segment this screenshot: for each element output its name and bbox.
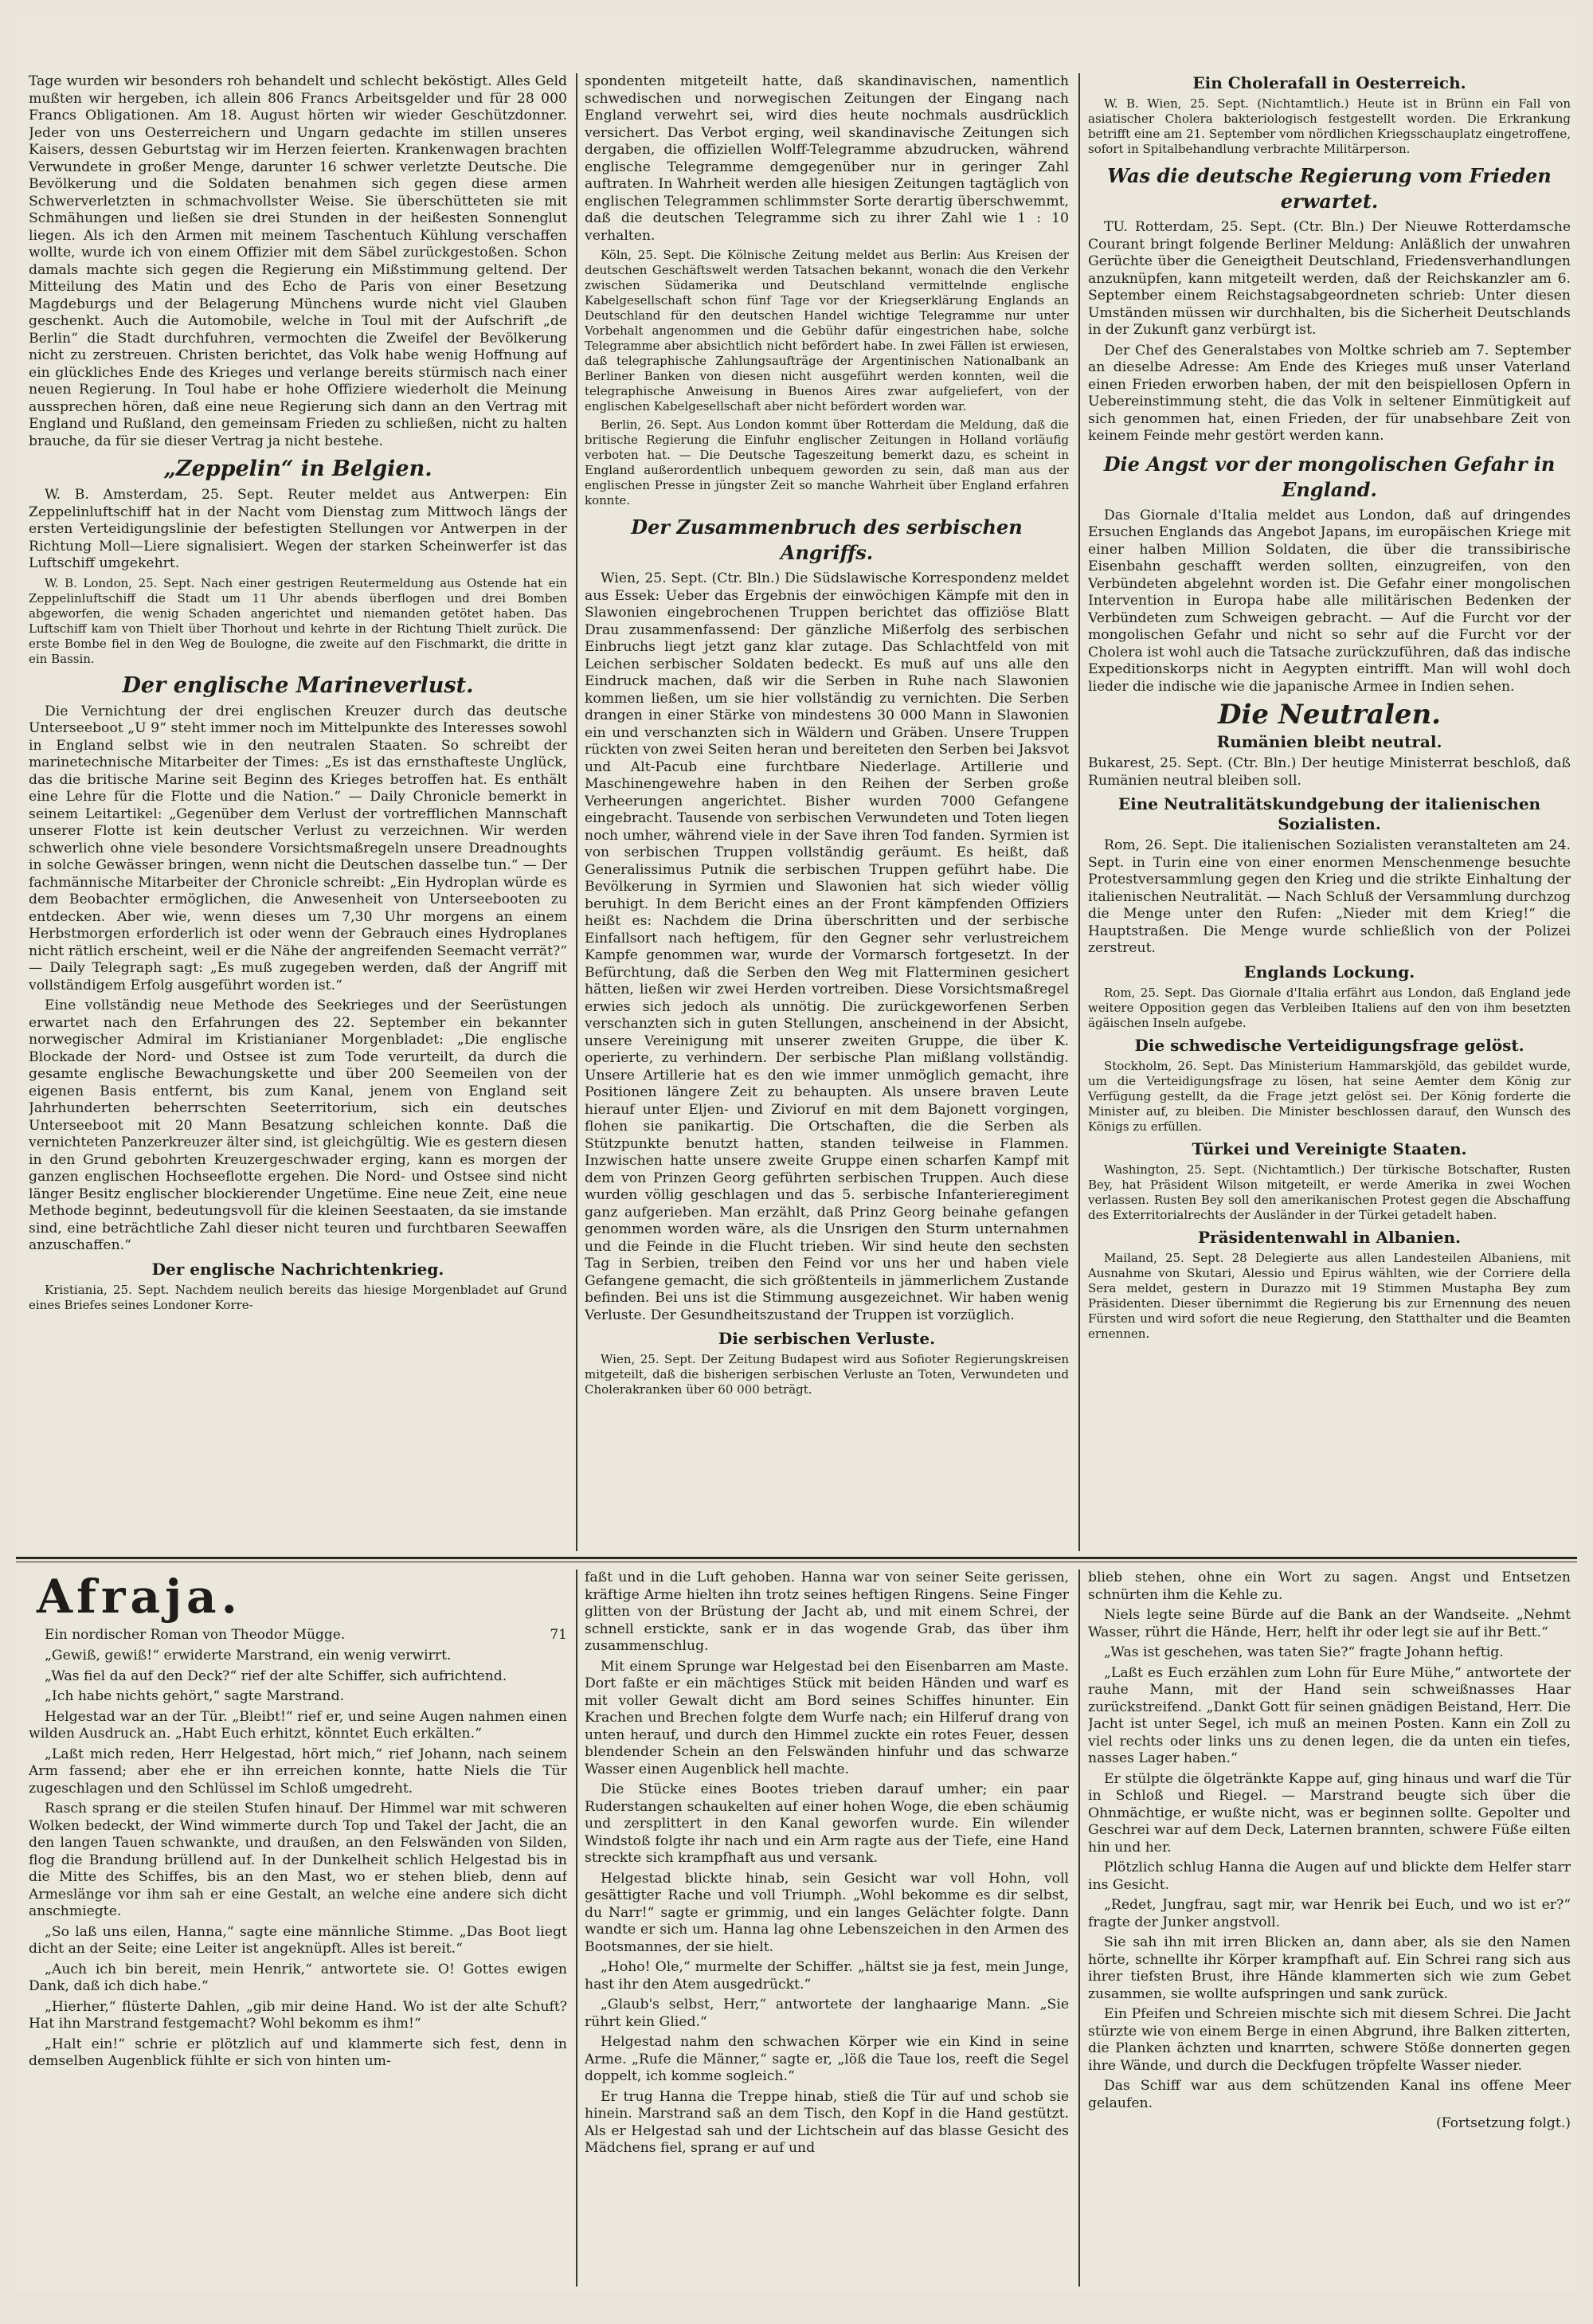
serial-paragraph: Niels legte seine Bürde auf die Bank an der Wandseite. „Nehmt Wasser, rührt die Hände, Herr, helft ihr oder legt sie auf ihr Bett.“ <box>1088 1607 1571 1640</box>
headline-marine-loss: Der englische Marineverlust. <box>122 672 474 698</box>
article-marine-loss-2: Eine vollständig neue Methode des Seekrieges und der Seerüstungen erwartet nach den Erfahrungen des 22. September ein bekannter norwegischer Admiral im Kristianianer Morgenbladet: „Die englische Blockade der Nord- und Ostsee ist zum Tode verurteilt, da durch die gesamte englische Bewachungskette und über 200 Seemeilen von der eigenen Basis entfernt, bis zum Kanal, jenem von England seit Jahrhunderten beherrschten Seeterritorium, sich ein deutsches Unterseeboot mit 20 Mann Besatzung schleichen konnte. Daß die vernichteten Panzerkreuzer älter sind, ist gleichgültig. Wie es gestern diesen in den Grund gebohrten Kreuzergeschwader erging, kann es morgen der ganzen englischen Hochseeflotte ergehen. Die Nord- und Ostsee sind nicht länger Besitz englischer blockierender Ungetüme. Eine neue Zeit, eine neue Methode beginnt, bedeutungsvoll für die kleinen Seestaaten, da sie imstande sind, eine beträchtliche Zahl dieser nicht teuren und furchtbaren Seewaffen anzuschaffen.“ <box>29 997 567 1253</box>
dispatch-london: W. B. London, 25. Sept. Nach einer gestrigen Reutermeldung aus Ostende hat ein Zeppelinluftschiff die Stadt um 11 Uhr abends überflogen und drei Bomben abgeworfen, die wenig Schaden angerichtet und niemanden getötet haben. Das Luftschiff kam von Thielt über Thorhout und kehrte in der Richtung Thielt zurück. Die erste Bombe fiel in den Weg de Boulogne, die zweite auf den Fischmarkt, die dritte in ein Bassin. <box>29 575 567 666</box>
serial-paragraph: „Laßt mich reden, Herr Helgestad, hört mich,“ rief Johann, nach seinem Arm fassend; aber ehe er ihn erreichen konnte, hatte Niels die Tür zugeschlagen und den Schlüssel im Schloß umgedreht. <box>29 1746 567 1797</box>
dispatch-rom-socialists: Rom, 26. Sept. Die italienischen Sozialisten veranstalteten am 24. Sept. in Turin eine von einer enormen Menschenmenge besuchte Protestversammlung gegen den Krieg und die strikte Einhaltung der italienischen Neutralität. — Nach Schluß der Versammlung durchzog die Menge unter den Rufen: „Nieder mit dem Krieg!“ die Hauptstraßen. Die Menge wurde schließlich von der Polizei zerstreut. <box>1088 837 1571 956</box>
headline-peace: Was die deutsche Regierung vom Frieden erwartet. <box>1107 164 1552 213</box>
serial-number: 71 <box>550 1627 567 1643</box>
dispatch-wien-losses: Wien, 25. Sept. Der Zeitung Budapest wird aus Sofioter Regierungskreisen mitgeteilt, daß die bisherigen serbischen Verluste an Toten, Verwundeten und Cholerakranken über 60 000 beträgt. <box>585 1352 1069 1397</box>
dispatch-washington: Washington, 25. Sept. (Nichtamtlich.) Der türkische Botschafter, Rusten Bey, hat Präsident Wilson mitgeteilt, er werde Amerika in zwei Wochen verlassen. Rusten Bey soll den amerikanischen Protest gegen die Abschaffung des Exterritorialrechts der Ausländer in der Türkei getadelt haben. <box>1088 1162 1571 1222</box>
column-1 <box>29 73 567 1551</box>
dispatch-amsterdam: W. B. Amsterdam, 25. Sept. Reuter meldet aus Antwerpen: Ein Zeppelinluftschiff hat in der Nacht vom Dienstag zum Mittwoch längs der ersten Verteidigungslinie der befestigten Stellungen vor Antwerpen in der Richtung Moll—Liere signalisiert. Wegen der starken Scheinwerfer ist das Luftschiff umgekehrt. <box>29 487 567 571</box>
serial-subtitle-row <box>45 1627 567 1643</box>
headline-turkey-usa: Türkei und Vereinigte Staaten. <box>1192 1138 1467 1158</box>
headline-news-war: Der englische Nachrichtenkrieg. <box>151 1259 444 1279</box>
headline-italian-socialists: Eine Neutralitätskundgebung der italienischen Sozialisten. <box>1117 794 1541 833</box>
headline-swedish-defense: Die schwedische Verteidigungsfrage gelöst. <box>1134 1035 1525 1055</box>
serial-paragraph: „Ich habe nichts gehört,“ sagte Marstrand. <box>45 1688 345 1704</box>
column-3 <box>1088 73 1571 1551</box>
serial-paragraph: Das Schiff war aus dem schützenden Kanal ins offene Meer gelaufen. <box>1088 2078 1571 2111</box>
serial-paragraph: Er stülpte die ölgetränkte Kappe auf, ging hinaus und warf die Tür in Schloß und Riegel. — Marstrand beugte sich über die Ohnmächtige, er wußte nicht, was er beginnen sollte. Gepolter und Geschrei war auf dem Deck, Laternen brannten, schwere Füße eilten hin und her. <box>1088 1770 1571 1856</box>
serial-paragraph: Helgestad nahm den schwachen Körper wie ein Kind in seine Arme. „Rufe die Männer,“ sagte er, „löß die Taue los, reeft die Segel doppelt, ich komme sogleich.“ <box>585 2034 1069 2084</box>
column-2 <box>585 73 1069 1551</box>
serial-continued: (Fortsetzung folgt.) <box>1435 2115 1571 2131</box>
serial-text-2 <box>585 1570 1069 2157</box>
serial-paragraph: „Gewiß, gewiß!“ erwiderte Marstrand, ein wenig verwirrt. <box>45 1648 452 1664</box>
serial-column-3 <box>1088 1570 1571 2287</box>
serial-paragraph: faßt und in die Luft gehoben. Hanna war von seiner Seite gerissen, kräftige Arme hielten ihn trotz seines heftigen Ringens. Seine Finger glitten von der Brüstung der Jacht ab, und mit einem Schrei, der schnell erstickte, sank er in das wogende Grab, das über ihm zusammenschlug. <box>585 1570 1069 1654</box>
dispatch-rom-lure: Rom, 25. Sept. Das Giornale d'Italia erfährt aus London, daß England jede weitere Opposition gegen das Verbleiben Italiens auf den von ihm besetzten ägäischen Inseln aufgebe. <box>1088 985 1571 1030</box>
serial-column-2 <box>585 1570 1069 2287</box>
serial-paragraph: blieb stehen, ohne ein Wort zu sagen. Angst und Entsetzen schnürten ihm die Kehle zu. <box>1088 1570 1571 1603</box>
article-peace: TU. Rotterdam, 25. Sept. (Ctr. Bln.) Der Nieuwe Rotterdamsche Courant bringt folgende Berliner Meldung: Anläßlich der unwahren Gerüchte über die Geneigtheit Deutschland, Friedensverhandlungen anzuknüpfen, kann mitgeteilt werden, daß der Reichskanzler am 6. September einem Reichstagsabgeordneten schrieb: Unter diesen Umständen müssen wir durchhalten, bis die Sicherheit Deutschlands in der Zukunft ganz verbürgt ist. <box>1088 219 1571 338</box>
serial-paragraph: „Laßt es Euch erzählen zum Lohn für Eure Mühe,“ antwortete der rauhe Mann, mit der Hand sein schweißnasses Haar zurückstreifend. „Dankt Gott für seinen gnädigen Beistand, Herr. Die Jacht ist unter Segel, ich muß an meinen Posten. Kann ein Zoll zu viel rechts oder links uns zu denen legen, die da unten ein tiefes, nasses Lager haben.“ <box>1088 1664 1571 1766</box>
headline-neutrals: Die Neutralen. <box>1217 699 1442 731</box>
serial-paragraph: Die Stücke eines Bootes trieben darauf umher; ein paar Ruderstangen schaukelten auf einer hohen Woge, die eben schäumig und zersplittert in den Kanal geworfen wurde. Ein wilender Windstoß folgte ihr nach und ein Arm ragte aus der Tiefe, eine Hand streckte sich krampfhaft aus und versank. <box>585 1781 1069 1866</box>
dispatch-stockholm: Stockholm, 26. Sept. Das Ministerium Hammarskjöld, das gebildet wurde, um die Verteidigungsfrage zu lösen, hat seine Aemter dem König zur Verfügung gestellt, da die Frage jetzt gelöst sei. Der König forderte die Minister auf, zu bleiben. Die Minister beschlossen darauf, den Wunsch des Königs zu erfüllen. <box>1088 1058 1571 1134</box>
serial-paragraph: „Halt ein!“ schrie er plötzlich auf und klammerte sich fest, denn in demselben Augenblick fühlte er sich von hinten um- <box>29 2036 567 2069</box>
serial-paragraph: Helgestad war an der Tür. „Bleibt!“ rief er, und seine Augen nahmen einen wilden Ausdruck an. „Habt Euch erhitzt, könntet Euch erkälten.“ <box>29 1708 567 1742</box>
column-rule-2 <box>1078 73 1080 1551</box>
serial-subtitle: Ein nordischer Roman von Theodor Mügge. <box>45 1627 346 1643</box>
headline-serbian-collapse: Der Zusammenbruch des serbischen Angriffs. <box>631 515 1023 564</box>
serial-paragraph: „Redet, Jungfrau, sagt mir, war Henrik bei Euch, und wo ist er?“ fragte der Junker angstvoll. <box>1088 1897 1571 1930</box>
serial-paragraph: Rasch sprang er die steilen Stufen hinauf. Der Himmel war mit schweren Wolken bedeckt, der Wind wimmerte durch Top und Takel der Jacht, die an den langen Tauen schwankte, und draußen, an den Felswänden von Silden, flog die Brandung brüllend auf. In der Dunkelheit schlich Helgestad bis in die Mitte des Schiffes, bis an den Mast, wo er stehen blieb, denn auf Armeslänge vor ihm sah er eine Gestalt, an welche eine andere sich dicht anschmiegte. <box>29 1801 567 1919</box>
serial-paragraph: „Auch ich bin bereit, mein Henrik,“ antwortete sie. O! Gottes ewigen Dank, daß ich dich habe.“ <box>29 1961 567 1994</box>
dispatch-kristiania: Kristiania, 25. Sept. Nachdem neulich bereits das hiesige Morgenbladet auf Grund eines Briefes seines Londoner Korre- <box>29 1282 567 1312</box>
headline-mongol-fear: Die Angst vor der mongolischen Gefahr in England. <box>1103 452 1556 501</box>
headline-albania: Präsidentenwahl in Albanien. <box>1198 1227 1461 1247</box>
serial-paragraph: „Was fiel da auf den Deck?“ rief der alte Schiffer, sich aufrichtend. <box>45 1668 507 1684</box>
headline-england-lure: Englands Lockung. <box>1243 962 1415 982</box>
serial-paragraph: Plötzlich schlug Hanna die Augen auf und blickte dem Helfer starr ins Gesicht. <box>1088 1860 1571 1893</box>
serial-text-1 <box>29 1648 567 2071</box>
article-news-war-cont: spondenten mitgeteilt hatte, daß skandinavischen, namentlich schwedischen und norwegischen Zeitungen der Eingang nach England verwehrt sei, wird dies heute nochmals ausdrücklich versichert. Das Verbot erging, weil skandinavische Zeitungen sich dergaben, die offiziellen Wolff-Telegramme abzudrucken, während englische Telegramme demgegenüber nur in geringer Zahl auftraten. In Wahrheit werden alle hiesigen Zeitungen tagtäglich von englischen Telegrammen schlimmster Sorte derartig überschwemmt, daß die deutschen Telegramme sich zu ihrer Zahl wie 1 : 10 verhalten. <box>585 73 1069 244</box>
serial-paragraph: „Hierher,“ flüsterte Dahlen, „gib mir deine Hand. Wo ist der alte Schuft? Hat ihn Marstrand festgemacht? Wohl bekomm es ihm!“ <box>29 1998 567 2032</box>
column-rule-1 <box>576 73 577 1551</box>
serial-paragraph: „Was ist geschehen, was taten Sie?“ fragte Johann heftig. <box>1104 1644 1504 1660</box>
serial-column-1 <box>29 1570 567 2287</box>
headline-romania: Rumänien bleibt neutral. <box>1216 732 1442 751</box>
serial-paragraph: „So laß uns eilen, Hanna,“ sagte eine männliche Stimme. „Das Boot liegt dicht an der Seite; eine Leiter ist angeknüpft. Alles ist bereit.“ <box>29 1923 567 1957</box>
article-serbian-collapse: Wien, 25. Sept. (Ctr. Bln.) Die Südslawische Korrespondenz meldet aus Essek: Ueber das Ergebnis der einwöchigen Kämpfe mit den in Slawonien eingebrochenen Truppen berichtet das offiziöse Blatt Drau zusammenfassend: Der gänzliche Mißerfolg des serbischen Einbruchs liegt jetzt ganz klar zutage. Das Schlachtfeld von mit Leichen serbischer Soldaten bedeckt. Es muß auf uns alle den Eindruck machen, daß wir die Serben in Ruhe nach Slawonien kommen ließen, um sie hier vollständig zu vernichten. Die Serben drangen in einer Stärke von mindestens 30 000 Mann in Slawonien ein und verschanzten sich in Wäldern und Gräben. Unsere Truppen rückten von zwei Seiten heran und bereiteten den Serben bei Jaksvot und Alt-Pacub eine furchtbare Niederlage. Artillerie und Maschinengewehre haben in den Reihen der Serben große Verheerungen angerichtet. Bisher wurden 7000 Gefangene eingebracht. Tausende von serbischen Verwundeten und Toten liegen noch umher, während viele in der Save ihren Tod fanden. Syrmien ist von serbischen Truppen vollständig geräumt. Es heißt, daß Generalissimus Putnik die serbischen Truppen geführt habe. Die Bevölkerung in Syrmien und Slawonien hat sich wieder völlig beruhigt. In dem Bericht eines an der Front kämpfenden Offiziers heißt es: Nachdem die Drina überschritten und der serbische Einfallsort nach heftigem, für den Gegner sehr verlustreichem Kampfe genommen war, wurde der Vormarsch fortgesetzt. In der Befürchtung, daß die Serben den Weg mit Flatterminen gesichert hätten, ließen wir zwei Herden vortreiben. Diese Vorsichtsmaßregel erwies sich jedoch als unnötig. Die zurückgeworfenen Serben verschanzten sich in guten Stellungen, anscheinend in der Absicht, unsere Vereinigung mit unserer zweiten Gruppe, die über K. operierte, zu verhindern. Der serbische Plan mißlang vollständig. Unsere Artillerie hat es den wie immer unmöglich gemacht, ihre Positionen längere Zeit zu behaupten. Als unsere braven Leute hierauf unter Eljen- und Zivioruf en mit dem Bajonett vorgingen, flohen sie panikartig. Die Ortschaften, die die Serben als Stützpunkte benutzt hatten, standen teilweise in Flammen. Inzwischen hatte unsere zweite Gruppe einen scharfen Kampf mit dem von Prinzen Georg geführten serbischen Truppen. Auch diese wurden völlig geschlagen und das 5. serbische Infanterieregiment ganz aufgerieben. Man erzählt, daß Prinz Georg beinahe gefangen genommen worden wäre, als die Unsrigen den Sturm unternahmen und die Feinde in die Flucht trieben. Wir sind heute den sechsten Tag in Serbien, treiben den Feind vor uns her und haben viele Gefangene gemacht, die sich größtenteils in jämmerlichem Zustande befinden. Bei uns ist die Stimmung ausgezeichnet. Wir haben wenig Verluste. Der Gesundheitszustand der Truppen ist vorzüglich. <box>585 570 1069 1323</box>
dispatch-berlin: Berlin, 26. Sept. Aus London kommt über Rotterdam die Meldung, daß die britische Regierung die Einfuhr englischer Zeitungen in Holland vorläufig verboten hat. — Die Deutsche Tageszeitung bemerkt dazu, es scheint in England außerordentlich unbequem geworden zu sein, daß man aus der englischen Presse in jüngster Zeit so manche Wahrheit über England erfahren konnte. <box>585 417 1069 508</box>
dispatch-bukarest: Bukarest, 25. Sept. (Ctr. Bln.) Der heutige Ministerrat beschloß, daß Rumänien neutral bleiben soll. <box>1088 755 1571 789</box>
article-marine-loss: Die Vernichtung der drei englischen Kreuzer durch das deutsche Unterseeboot „U 9“ steht immer noch im Mittelpunkte des Interesses sowohl in England selbst wie in den neutralen Staaten. So schreibt der marinetechnische Mitarbeiter der Times: „Es ist das ernsthafteste Unglück, das die britische Marine seit Beginn des Krieges betroffen hat. Es enthält eine Lehre für die Flotte und die Nation.“ — Daily Chronicle bemerkt in seinem Leitartikel: „Gegenüber dem Verlust der vortrefflichen Mannschaft unserer Flotte ist kein deutscher Verlust zu verzeichnen. Wir werden schwerlich ohne viele besondere Vorsichtsmaßregeln unsere Dreadnoughts in solche Gewässer bringen, wenn nicht die Deutschen dasselbe tun.“ — Der fachmännische Mitarbeiter der Chronicle schreibt: „Ein Hydroplan würde es dem Beobachter ermöglichen, die Anwesenheit von Unterseebooten zu entdecken. Aber wie, wenn dieses um 7,30 Uhr morgens an einem Herbstmorgen erforderlich ist oder wenn der Gebrauch eines Hydroplanes nicht rätlich erscheint, weil er die Nähe der angreifenden Seemacht verrät?“ — Daily Telegraph sagt: „Es muß zugegeben werden, daß der Angriff mit vollständigem Erfolg ausgeführt worden ist.“ <box>29 703 567 993</box>
headline-cholera: Ein Cholerafall in Oesterreich. <box>1192 73 1466 92</box>
serial-title: Afraja. <box>37 1570 242 1624</box>
headline-serbian-losses: Die serbischen Verluste. <box>718 1329 936 1348</box>
dispatch-cholera: W. B. Wien, 25. Sept. (Nichtamtlich.) Heute ist in Brünn ein Fall von asiatischer Cholera bakteriologisch festgestellt worden. Die Erkrankung betrifft eine am 21. September vom nördlichen Kriegsschauplatz eingetroffene, sofort in Spitalbehandlung verbrachte Militärperson. <box>1088 96 1571 156</box>
headline-zeppelin-belgium: „Zeppelin“ in Belgien. <box>163 457 432 481</box>
newspaper-page <box>16 16 1577 2292</box>
dispatch-koeln: Köln, 25. Sept. Die Kölnische Zeitung meldet aus Berlin: Aus Kreisen der deutschen Geschäftswelt werden Tatsachen bekannt, wonach die den Verkehr zwischen Südamerika und Deutschland vermittelnde englische Kabelgesellschaft schon fünf Tage vor der Kriegserklärung Englands an Deutschland für den deutschen Handel wichtige Telegramme nur unter Vorbehalt angenommen und die Gebühr dafür eingestrichen habe, solche Telegramme aber absichtlich nicht befördert habe. In zwei Fällen ist erwiesen, daß telegraphische Zahlungsaufträge der Argentinischen Nationalbank an Berliner Banken von diesen nicht ausgeführt werden konnten, weil die telegraphische Anweisung in Buenos Aires zwar aufgeliefert, von der englischen Kabelgesellschaft aber nicht befördert worden war. <box>585 248 1069 413</box>
serial-paragraph: „Glaub's selbst, Herr,“ antwortete der langhaarige Mann. „Sie rührt kein Glied.“ <box>585 1997 1069 2030</box>
serial-paragraph: Mit einem Sprunge war Helgestad bei den Eisenbarren am Maste. Dort faßte er ein mächtiges Stück mit beiden Händen und warf es mit voller Gewalt dicht am Bord seines Schiffes hinunter. Ein Krachen und Brechen folgte dem Wurfe nach; ein Hilferuf drang von unten herauf, und durch den Himmel zuckte ein rotes Feuer, dessen blendender Schein an den Felswänden hinfuhr und das schwarze Wasser einen Augenblick hell machte. <box>585 1658 1069 1777</box>
serial-paragraph: Ein Pfeifen und Schreien mischte sich mit diesem Schrei. Die Jacht stürzte wie von einem Berge in einen Abgrund, ihre Balken zitterten, die Planken ächzten und knarrten, schwere Stöße donnerten gegen ihre Wände, und durch die Deckfugen tröpfelte Wasser nieder. <box>1088 2006 1571 2074</box>
serial-rule-2 <box>1078 1570 1080 2287</box>
dispatch-mailand: Mailand, 25. Sept. 28 Delegierte aus allen Landesteilen Albaniens, mit Ausnahme von Skutari, Alessio und Epirus wählten, wie der Corriere della Sera meldet, gestern in Durazzo mit 19 Stimmen Mustapha Bey zum Präsidenten. Dieser übernimmt die Regierung bis zur Ernennung des neuen Fürsten und wird sofort die neue Regierung, den Statthalter und die Beamten ernennen. <box>1088 1250 1571 1341</box>
serial-paragraph: Helgestad blickte hinab, sein Gesicht war voll Hohn, voll gesättigter Rache und voll Triumph. „Wohl bekomme es dir selbst, du Narr!“ sagte er grimmig, und ein langes Gelächter folgte. Dann wandte er sich um. Hanna lag ohne Lebenszeichen in den Armen des Bootsmannes, der sie hielt. <box>585 1870 1069 1955</box>
article-peace-2: Der Chef des Generalstabes von Moltke schrieb am 7. September an dieselbe Adresse: Am Ende des Krieges muß unser Vaterland einen Frieden erworben haben, der mit den beispiellosen Opfern in Uebereinstimmung steht, die das Volk in seltener Einmütigkeit auf sich genommen hat, einen Frieden, der für unabsehbare Zeit von keinem Feinde mehr gestört werden kann. <box>1088 342 1571 444</box>
serial-paragraph: „Hoho! Ole,“ murmelte der Schiffer. „hältst sie ja fest, mein Junge, hast ihr den Atem ausgedrückt.“ <box>585 1959 1069 1993</box>
serial-rule-1 <box>576 1570 577 2287</box>
article-mongol-fear: Das Giornale d'Italia meldet aus London, daß auf dringendes Ersuchen Englands das Angebot Japans, im europäischen Kriege mit einer halben Million Soldaten, die über die transsibirische Eisenbahn geschafft werden sollten, einzugreifen, von den Verbündeten abgelehnt worden ist. Die Gefahr einer mongolischen Intervention in Europa habe alle militärischen Bedenken der Verbündeten zum Schweigen gebracht. — Auf die Furcht vor der mongolischen Gefahr und nicht so sehr auf die Furcht vor der Cholera ist wohl auch die Tatsache zurückzuführen, daß das indische Expeditionskorps nicht in Aegypten eintrifft. Man will wohl doch lieder die indische wie die japanische Armee in Indien sehen. <box>1088 507 1571 695</box>
serial-separator <box>16 1557 1577 1559</box>
serial-paragraph: Sie sah ihn mit irren Blicken an, dann aber, als sie den Namen hörte, schnellte ihr Körper krampfhaft auf. Ein Schrei rang sich aus ihrer tiefsten Brust, ihre Hände klammerten sich wie zum Gebet zusammen, sie wollte aufspringen und sank zurück. <box>1088 1934 1571 2002</box>
serial-text-3 <box>1088 1570 1571 2112</box>
article-prisoner-report: Tage wurden wir besonders roh behandelt und schlecht beköstigt. Alles Geld mußten wir hergeben, ich allein 806 Francs Arbeitsgelder und für 28 000 Francs Obligationen. Am 18. August hörten wir wieder Geschützdonner. Jeder von uns Oesterreichern und Ungarn gedachte im stillen unseres Kaisers, dessen Geburtstag wir im Herzen feierten. Krankenwagen brachten Verwundete in großer Menge, darunter 16 schwer verletzte Deutsche. Die Bevölkerung und die Soldaten benahmen sich gegen diese armen Schwerverletzten in schmachvollster Weise. Sie überschütteten sie mit Schmähungen und ließen sie drei Stunden in der heißesten Sonnenglut liegen. Als ich den Armen mit meinem Taschentuch Kühlung verschaffen wollte, wurde ich von einem Offizier mit dem Säbel zurückgestoßen. Schon damals machte sich gegen die Regierung ein Mißstimmung geltend. Der Mitteilung des Matin und des Echo de Paris von einer Besetzung Magdeburgs und der Belagerung Münchens wurde nicht viel Glauben geschenkt. Auch die Automobile, welche in Toul mit der Aufschrift „de Berlin“ die Stadt durchfuhren, vermochten die Zweifel der Bevölkerung nicht zu zerstreuen. Christen berichtet, das Volk habe wenig Hoffnung auf ein glückliches Ende des Krieges und verlange bereits stürmisch nach einer neuen Regierung. In Toul habe er hohe Offiziere wiederholt die Meinung aussprechen hören, daß eine neue Regierung sich dann an den Vertrag mit England und Rußland, den gemeinsam Frieden zu schließen, nicht zu halten brauche, da für sie dieser Vertrag ja nicht bestehe. <box>29 73 567 449</box>
serial-paragraph: Er trug Hanna die Treppe hinab, stieß die Tür auf und schob sie hinein. Marstrand saß an dem Tisch, den Kopf in die Hand gestützt. Als er Helgestad sah und der Lichtschein auf das blasse Gesicht des Mädchens fiel, sprang er auf und <box>585 2088 1069 2156</box>
